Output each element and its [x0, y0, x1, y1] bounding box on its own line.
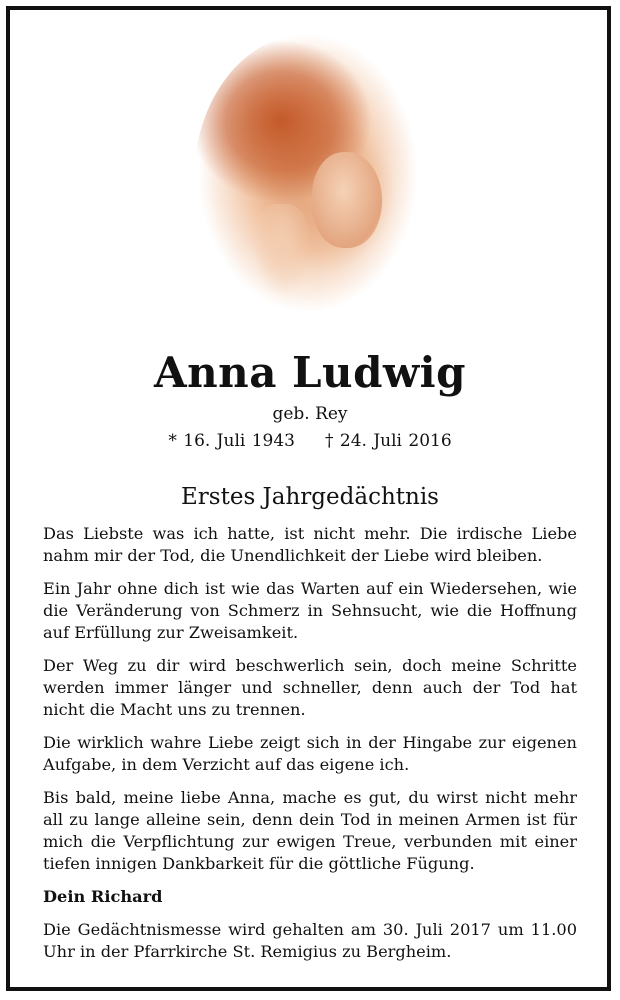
life-dates	[0, 431, 620, 451]
paragraph: Die wirklich wahre Liebe zeigt sich in der Hingabe zur eigenen Aufgabe, in dem Verzicht auf das eigene ich.	[43, 733, 577, 774]
portrait-photo	[194, 34, 422, 324]
maiden-name: geb. Rey	[272, 404, 348, 424]
signoff: Dein Richard	[43, 887, 163, 906]
death-date: † 24. Juli 2016	[325, 431, 452, 451]
paragraph: Bis bald, meine liebe Anna, mache es gut, du wirst nicht mehr all zu lange alleine sein, denn dein Tod in meinen Armen ist für mich die Verpflichtung zur ewigen Treue, verbunden mit einer tiefen innigen Dankbarkeit für die göttliche Fügung.	[43, 788, 577, 873]
portrait-face	[312, 152, 382, 248]
portrait-hand	[254, 204, 310, 294]
paragraph: Ein Jahr ohne dich ist wie das Warten auf ein Wiedersehen, wie die Veränderung von Schmerz in Sehnsucht, wie die Hoffnung auf Erfüllung zur Zweisamkeit.	[43, 579, 577, 642]
mass-notice: Die Gedächtnismesse wird gehalten am 30. Juli 2017 um 11.00 Uhr in der Pfarrkirche St. Remigius zu Bergheim.	[43, 920, 577, 961]
memorial-heading: Erstes Jahrgedächtnis	[181, 484, 439, 510]
deceased-name: Anna Ludwig	[154, 348, 466, 397]
paragraph: Das Liebste was ich hatte, ist nicht mehr. Die irdische Liebe nahm mir der Tod, die Unendlichkeit der Liebe wird bleiben.	[43, 524, 577, 565]
paragraph: Der Weg zu dir wird beschwerlich sein, doch meine Schritte werden immer länger und schneller, denn auch der Tod hat nicht die Macht uns zu trennen.	[43, 656, 577, 719]
birth-date: * 16. Juli 1943	[168, 431, 295, 451]
memorial-text	[43, 523, 577, 974]
